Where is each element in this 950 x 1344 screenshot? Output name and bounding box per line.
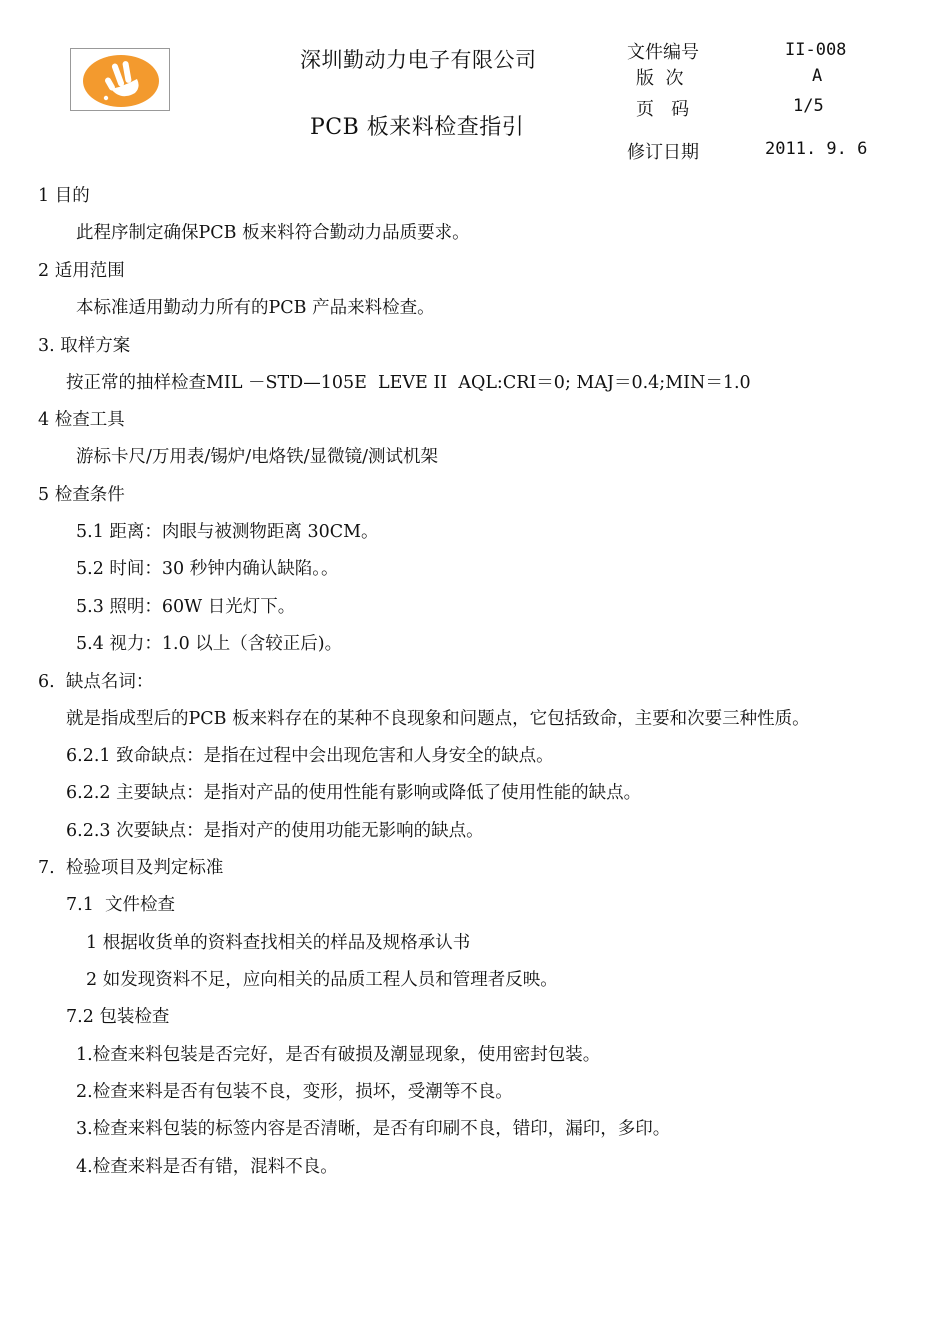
page-value: 1/5	[793, 96, 824, 116]
list-item: 1 根据收货单的资料查找相关的样品及规格承认书	[86, 933, 471, 953]
list-item: 4.检查来料是否有错，混料不良。	[76, 1157, 338, 1177]
hand-logo-icon	[71, 49, 169, 110]
version-label: 版 次	[636, 68, 684, 89]
list-item: 5.1 距离：肉眼与被测物距离 30CM。	[76, 522, 379, 542]
list-item: 6.2.1 致命缺点：是指在过程中会出现危害和人身安全的缺点。	[66, 746, 554, 766]
section-1-text: 此程序制定确保PCB 板来料符合勤动力品质要求。	[76, 223, 470, 243]
section-7-1-heading: 7.1 文件检查	[66, 895, 175, 915]
company-name: 深圳勤动力电子有限公司	[300, 48, 537, 72]
list-item: 5.4 视力：1.0 以上（含较正后)。	[76, 634, 343, 654]
company-logo	[70, 48, 170, 111]
list-item: 1.检查来料包装是否完好，是否有破损及潮显现象，使用密封包装。	[76, 1045, 601, 1065]
list-item: 6.2.3 次要缺点：是指对产的使用功能无影响的缺点。	[66, 821, 484, 841]
list-item: 5.3 照明：60W 日光灯下。	[76, 597, 296, 617]
list-item: 6.2.2 主要缺点：是指对产品的使用性能有影响或降低了使用性能的缺点。	[66, 783, 642, 803]
revised-date-label: 修订日期	[627, 142, 699, 163]
list-item: 5.2 时间：30 秒钟内确认缺陷。。	[76, 559, 339, 579]
section-2-text: 本标准适用勤动力所有的PCB 产品来料检查。	[76, 298, 435, 318]
section-4-text: 游标卡尺/万用表/锡炉/电烙铁/显微镜/测试机架	[76, 447, 438, 467]
section-4-heading: 4 检查工具	[38, 410, 125, 430]
section-7-heading: 7. 检验项目及判定标准	[38, 858, 224, 878]
doc-number-value: II-008	[785, 40, 847, 60]
list-item: 3.检查来料包装的标签内容是否清晰，是否有印刷不良，错印，漏印，多印。	[76, 1119, 671, 1139]
page-label: 页 码	[636, 99, 690, 120]
section-6-heading: 6. 缺点名词：	[38, 672, 154, 692]
list-item: 2.检查来料是否有包装不良，变形，损坏，受潮等不良。	[76, 1082, 513, 1102]
document-title: PCB 板来料检查指引	[310, 115, 525, 140]
section-2-heading: 2 适用范围	[38, 261, 125, 281]
list-item: 2 如发现资料不足，应向相关的品质工程人员和管理者反映。	[86, 970, 558, 990]
section-1-heading: 1 目的	[38, 186, 90, 206]
section-6-text: 就是指成型后的PCB 板来料存在的某种不良现象和问题点，它包括致命，主要和次要三种性质。	[66, 709, 810, 729]
section-7-2-heading: 7.2 包装检查	[66, 1007, 170, 1027]
section-5-heading: 5 检查条件	[38, 485, 125, 505]
doc-number-label: 文件编号	[627, 42, 699, 63]
version-value: A	[812, 66, 823, 86]
section-3-text: 按正常的抽样检查MIL －STD—105E LEVE II AQL:CRI＝0; MAJ＝0.4;MIN＝1.0	[66, 373, 751, 393]
section-3-heading: 3. 取样方案	[38, 336, 131, 356]
revised-date-value: 2011. 9. 6	[765, 139, 868, 159]
